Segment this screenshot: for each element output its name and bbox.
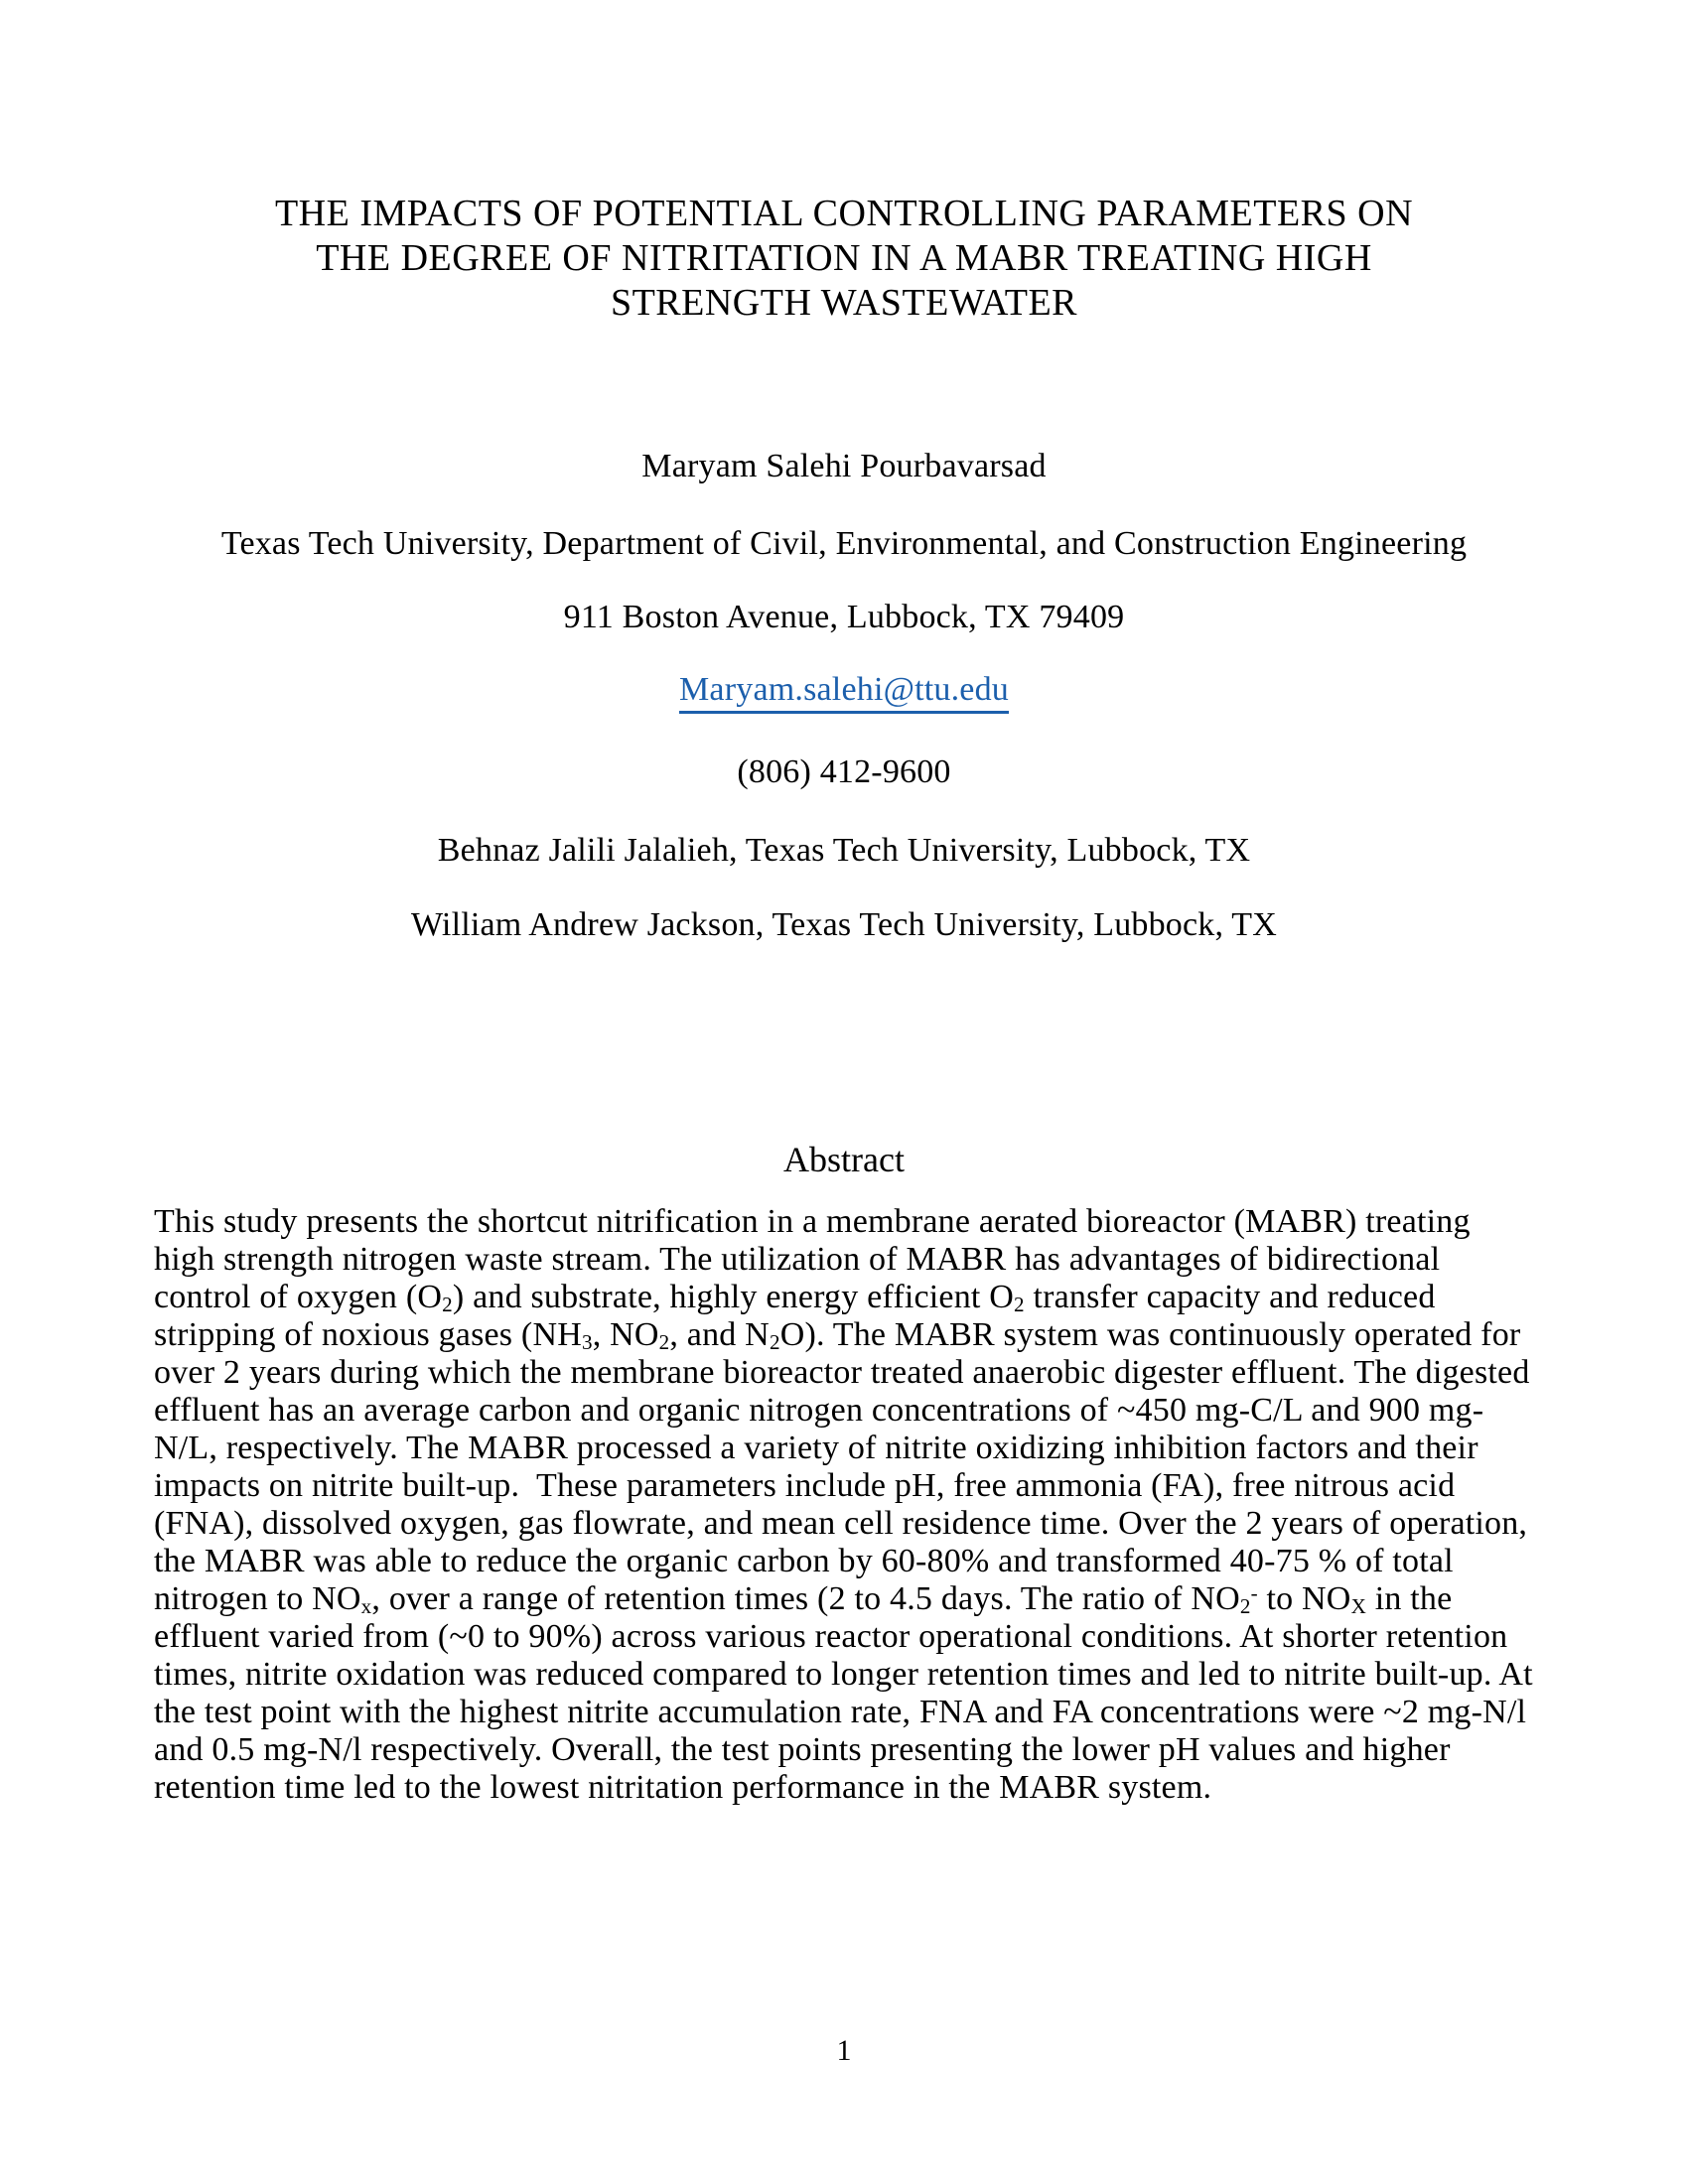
author-affiliation: Texas Tech University, Department of Civil, Environmental, and Construction Engineering — [220, 525, 1468, 562]
coauthor-line: Behnaz Jalili Jalalieh, Texas Tech University, Lubbock, TX — [437, 832, 1251, 869]
abstract-body: This study presents the shortcut nitrification in a membrane aerated bioreactor (MABR) treating high strength nitrogen waste stream. The utilization of MABR has advantages of bidirectional control of oxygen $(O_2)$ and substrate, highly energy efficient $O_2$ transfer capacity and reduced stripping of noxious gases ($NH_3$, $NO_2$, and $N_2O$). The MABR system was continuously operated for over 2 years during which the membrane bioreactor treated anaerobic digester effluent. The digested effluent has an average carbon and organic nitrogen concentrations of ~450 mg-C/L and 900 mg-N/L, respectively. The MABR processed a variety of nitrite oxidizing inhibition factors and their impacts on nitrite built-up. These parameters include pH, free ammonia (FA), free nitrous acid (FNA), dissolved oxygen, gas flowrate, and mean cell residence time. Over the 2 years of operation, the MABR was able to reduce the organic carbon by 60-80% and transformed 40-75 % of total nitrogen to $NO_x$, over a range of retention times (2 to 4.5 days. The ratio of $NO_2^-$ to $NO_X$ in the effluent varied from (~0 to 90%) across various reactor operational conditions. At shorter retention times, nitrite oxidation was reduced compared to longer retention times and led to nitrite built-up. At the test point with the highest nitrite accumulation rate, FNA and FA concentrations were ~2 mg-N/l and 0.5 mg-N/l respectively. Overall, the test points presenting the lower pH values and higher retention time led to the lowest nitritation performance in the MABR system. — [154, 1203, 1533, 1806]
phone-number: (806) 412-9600 — [737, 753, 951, 790]
paper-title — [0, 192, 1688, 326]
coauthor-line: William Andrew Jackson, Texas Tech University, Lubbock, TX — [411, 906, 1277, 943]
page-number: 1 — [836, 2034, 852, 2067]
email-link[interactable]: Maryam.salehi@ttu.edu — [679, 671, 1009, 714]
author-address: 911 Boston Avenue, Lubbock, TX 79409 — [563, 599, 1125, 635]
title-line-3: STRENGTH WASTEWATER — [610, 282, 1078, 324]
title-line-1: THE IMPACTS OF POTENTIAL CONTROLLING PARAMETERS ON — [274, 193, 1414, 234]
author-name: Maryam Salehi Pourbavarsad — [641, 448, 1047, 484]
email-row — [0, 671, 1688, 714]
abstract-heading: Abstract — [783, 1140, 905, 1179]
title-line-2: THE DEGREE OF NITRITATION IN A MABR TREATING HIGH — [316, 237, 1372, 279]
